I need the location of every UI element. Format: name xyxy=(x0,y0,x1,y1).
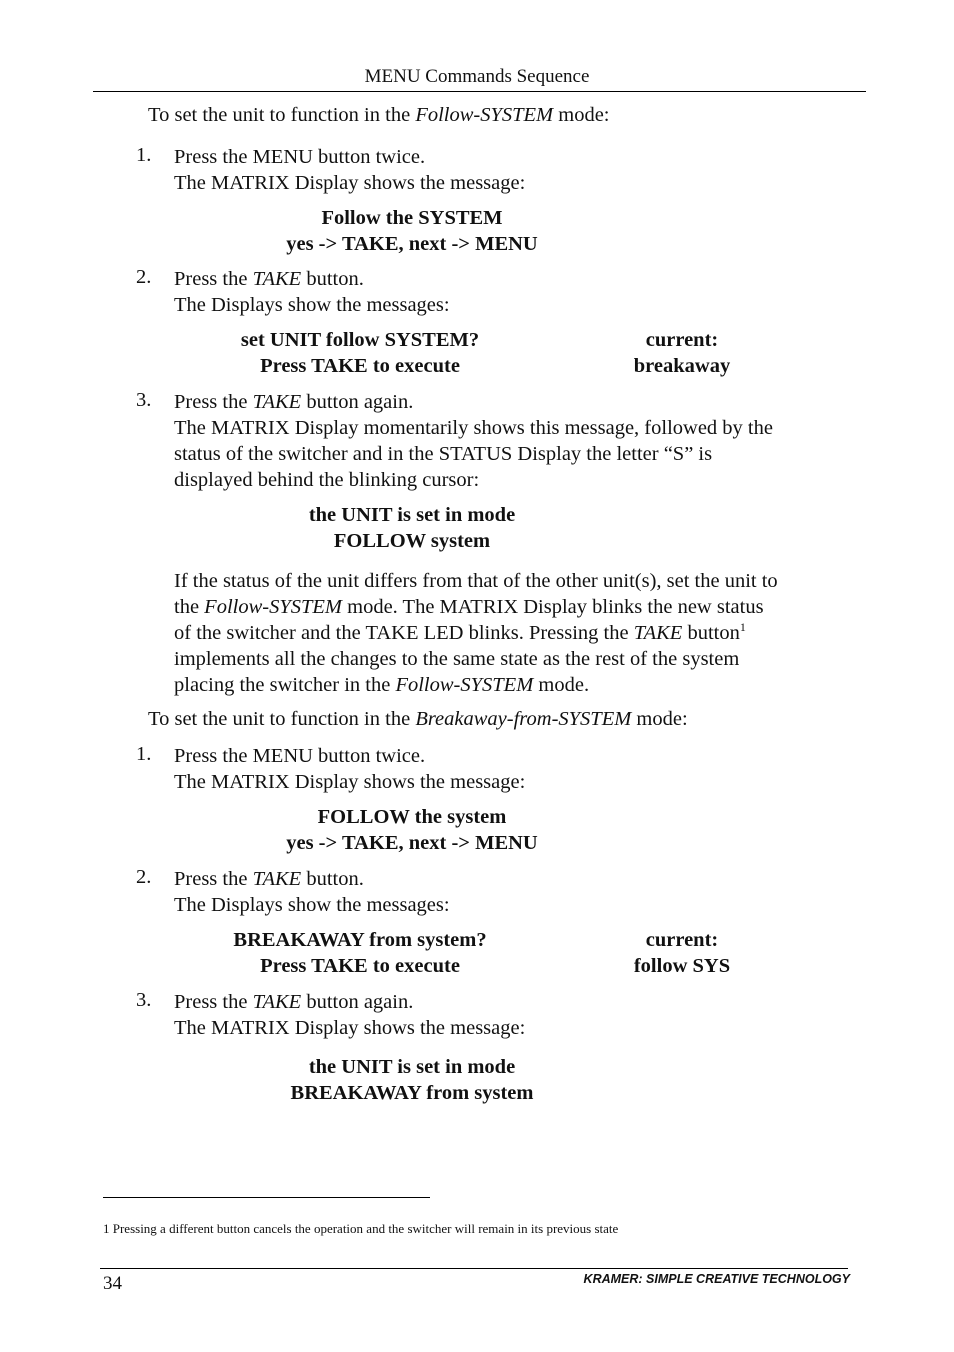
para-text: of the switcher and the TAKE LED blinks. Pressing the xyxy=(174,622,634,644)
display-message xyxy=(212,502,612,554)
message-line: yes -> TAKE, next -> MENU xyxy=(286,233,538,255)
step-text: Press the xyxy=(174,868,253,890)
status-display-message xyxy=(582,927,782,979)
para-text: placing the switcher in the xyxy=(174,674,396,696)
message-line: FOLLOW the system xyxy=(317,806,507,828)
follow-step-1 xyxy=(174,144,844,196)
follow-step-2 xyxy=(174,266,844,318)
intro-text: To set the unit to function in the xyxy=(148,708,416,730)
step-line: The MATRIX Display shows the message: xyxy=(174,172,526,194)
para-line xyxy=(174,594,854,620)
step-number: 2. xyxy=(136,866,152,888)
intro-text: To set the unit to function in the xyxy=(148,104,416,126)
follow-intro xyxy=(148,104,610,127)
status-display-message xyxy=(582,327,782,379)
display-message xyxy=(212,205,612,257)
message-line: the UNIT is set in mode xyxy=(308,504,516,526)
matrix-display-message xyxy=(160,927,560,979)
para-text: mode. The MATRIX Display blinks the new status xyxy=(342,596,764,618)
step-line: Press the MENU button twice. xyxy=(174,146,426,168)
intro-mode: Follow-SYSTEM xyxy=(415,104,554,126)
step-text: Press the xyxy=(174,391,253,413)
mode-name: Follow-SYSTEM xyxy=(204,596,342,618)
take-button-ref: TAKE xyxy=(252,868,302,890)
header-rule xyxy=(93,91,866,92)
take-button-ref: TAKE xyxy=(252,391,302,413)
message-line: current: xyxy=(645,329,719,351)
message-line: current: xyxy=(645,929,719,951)
step-line xyxy=(174,989,844,1015)
page-header-title: MENU Commands Sequence xyxy=(364,66,590,87)
footer-rule xyxy=(100,1268,848,1269)
para-text: button xyxy=(682,622,740,644)
step-line: The MATRIX Display shows the message: xyxy=(174,771,526,793)
para-text: mode. xyxy=(533,674,590,696)
breakaway-intro xyxy=(148,708,688,731)
step-text: button. xyxy=(301,268,364,290)
step-number: 3. xyxy=(136,989,152,1011)
step-line: The Displays show the messages: xyxy=(174,894,450,916)
mode-name: Follow-SYSTEM xyxy=(395,674,534,696)
para-text: the xyxy=(174,596,205,618)
step-number: 2. xyxy=(136,266,152,288)
intro-mode: Breakaway-from-SYSTEM xyxy=(415,708,632,730)
display-message xyxy=(212,804,612,856)
take-button-ref: TAKE xyxy=(633,622,683,644)
message-line: breakaway xyxy=(633,355,731,377)
intro-text-end: mode: xyxy=(553,104,610,126)
message-line: follow SYS xyxy=(633,955,731,977)
step-text: Press the xyxy=(174,991,253,1013)
display-message xyxy=(212,1054,612,1106)
message-line: the UNIT is set in mode xyxy=(308,1056,516,1078)
intro-text-end: mode: xyxy=(631,708,688,730)
step-line: status of the switcher and in the STATUS Display the letter “S” is xyxy=(174,443,713,465)
step-line xyxy=(174,389,844,415)
step-number: 1. xyxy=(136,743,152,765)
matrix-display-message xyxy=(160,327,560,379)
para-line: If the status of the unit differs from that of the other unit(s), set the unit to xyxy=(174,570,778,592)
step-line: Press the MENU button twice. xyxy=(174,745,426,767)
footnote: 1 Pressing a different button cancels the operation and the switcher will remain in its previous state xyxy=(103,1221,619,1236)
follow-explanation-paragraph xyxy=(174,568,854,698)
message-line: yes -> TAKE, next -> MENU xyxy=(286,832,538,854)
footnote-rule xyxy=(103,1197,430,1198)
step-text: button. xyxy=(301,868,364,890)
para-line xyxy=(174,672,854,698)
take-button-ref: TAKE xyxy=(252,268,302,290)
message-line: Press TAKE to execute xyxy=(260,355,460,377)
breakaway-step-3 xyxy=(174,989,844,1041)
message-line: BREAKAWAY from system? xyxy=(233,929,487,951)
para-line: implements all the changes to the same state as the rest of the system xyxy=(174,648,740,670)
breakaway-step-1 xyxy=(174,743,844,795)
step-line: displayed behind the blinking cursor: xyxy=(174,469,480,491)
step-line: The Displays show the messages: xyxy=(174,294,450,316)
message-line: Press TAKE to execute xyxy=(260,955,460,977)
step-line: The MATRIX Display shows the message: xyxy=(174,1017,526,1039)
take-button-ref: TAKE xyxy=(252,991,302,1013)
message-line: Follow the SYSTEM xyxy=(321,207,503,229)
footer-brand: KRAMER: SIMPLE CREATIVE TECHNOLOGY xyxy=(583,1272,850,1286)
para-line xyxy=(174,620,854,646)
step-number: 1. xyxy=(136,144,152,166)
page-number: 34 xyxy=(103,1273,122,1294)
step-number: 3. xyxy=(136,389,152,411)
step-line xyxy=(174,866,844,892)
breakaway-step-2 xyxy=(174,866,844,918)
footnote-ref[interactable]: 1 xyxy=(739,620,746,635)
step-text: button again. xyxy=(301,391,414,413)
step-line: The MATRIX Display momentarily shows this message, followed by the xyxy=(174,417,773,439)
step-text: button again. xyxy=(301,991,414,1013)
message-line: set UNIT follow SYSTEM? xyxy=(240,329,480,351)
step-line xyxy=(174,266,844,292)
message-line: BREAKAWAY from system xyxy=(290,1082,534,1104)
follow-step-3 xyxy=(174,389,844,493)
step-text: Press the xyxy=(174,268,253,290)
message-line: FOLLOW system xyxy=(333,530,491,552)
